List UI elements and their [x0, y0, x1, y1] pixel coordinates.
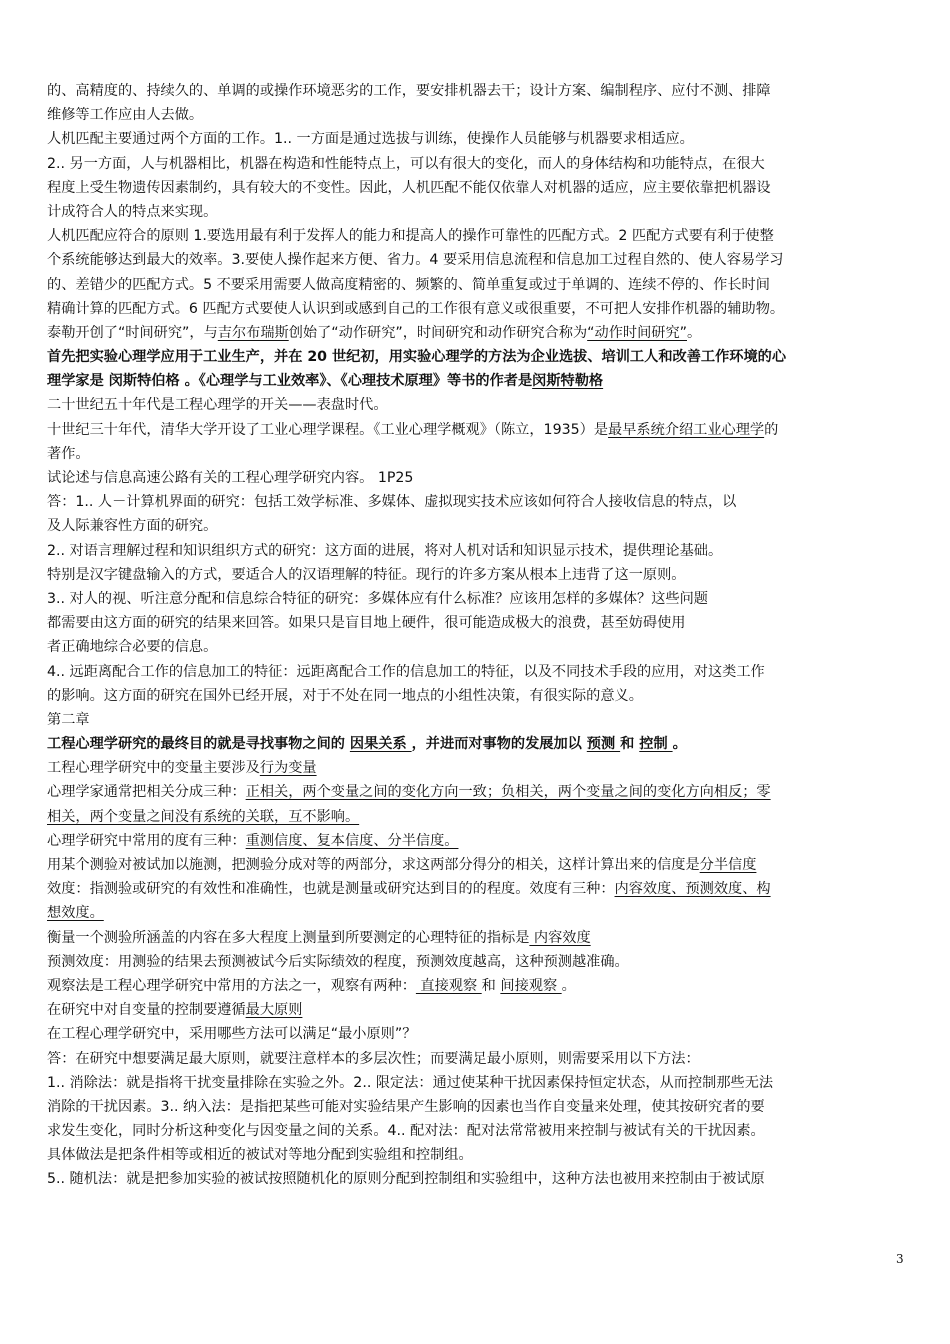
text-line	[47, 539, 909, 563]
underlined-answer: 正相关，两个变量之间的变化方向一致；负相关，两个变量之间的变化方向相反；零	[245, 784, 771, 801]
text-line	[47, 805, 909, 829]
text-line	[47, 393, 909, 417]
text-segment: 预测效度：用测验的结果去预测被试今后实际绩效的程度，预测效度越高，这种预测越准确。	[47, 953, 629, 970]
text-segment: 精确计算的匹配方式。6 匹配方式要使人认识到或感到自己的工作很有意义或很重要，不可把人安排作机器的辅助物。	[47, 300, 785, 317]
text-line	[47, 853, 909, 877]
bold-text: ，并进而对事物的发展加以	[411, 736, 587, 753]
text-segment: 求发生变化，同时分析这种变化与因变量之间的关系。4.. 配对法：配对法常常被用来控制与被试有关的干扰因素。	[47, 1123, 765, 1140]
text-segment: 。	[561, 977, 576, 994]
underlined-answer: 相关，两个变量之间没有系统的关联，互不影响。	[47, 808, 360, 825]
text-segment: 的	[764, 421, 779, 438]
text-line	[47, 780, 909, 804]
text-line	[47, 369, 909, 393]
text-line	[47, 563, 909, 587]
text-line	[47, 514, 909, 538]
bold-text: 首先把实验心理学应用于工业生产，并在 20 世纪初，用实验心理学的方法为企业选拔、培训工人和改善工作环境的心	[47, 349, 787, 366]
text-line	[47, 1071, 909, 1095]
text-line	[47, 321, 909, 345]
text-line	[47, 418, 909, 442]
underlined-answer: 直接观察	[415, 977, 482, 994]
text-line	[47, 1167, 909, 1191]
underlined-answer: 间接观察	[500, 977, 562, 994]
text-line	[47, 684, 909, 708]
text-line	[47, 297, 909, 321]
text-line	[47, 587, 909, 611]
underlined-answer: 因果关系	[349, 736, 412, 753]
text-segment: 观察法是工程心理学研究中常用的方法之一，观察有两种：	[47, 977, 416, 994]
underlined-answer: 内容效度	[529, 929, 591, 946]
text-segment: 心理学家通常把相关分成三种：	[47, 784, 246, 801]
text-line	[47, 926, 909, 950]
document-body	[47, 79, 909, 1192]
text-line	[47, 660, 909, 684]
text-segment: 。	[687, 324, 702, 341]
text-line	[47, 998, 909, 1022]
text-line	[47, 950, 909, 974]
text-segment: 在工程心理学研究中，采用哪些方法可以满足“最小原则”？	[47, 1026, 417, 1043]
text-segment: 二十世纪五十年代是工程心理学的开关——表盘时代。	[47, 397, 388, 414]
text-segment: 试论述与信息高速公路有关的工程心理学研究内容。 1P25	[47, 470, 414, 486]
text-segment: 者正确地综合必要的信息。	[47, 639, 218, 656]
text-line	[47, 1047, 909, 1071]
text-line	[47, 901, 909, 925]
text-line	[47, 490, 909, 514]
text-line	[47, 756, 909, 780]
text-line	[47, 442, 909, 466]
text-segment: 程度上受生物遗传因素制约，具有较大的不变性。因此，人机匹配不能仅依靠人对机器的适应，应主要依靠把机器设	[47, 179, 771, 196]
text-segment: 泰勒开创了“时间研究”，与	[47, 324, 218, 341]
text-segment: 和	[481, 977, 501, 994]
text-segment: 个系统能够达到最大的效率。3.要使人操作起来方便、省力。4 要采用信息流程和信息加工过程自然的、使人容易学习	[47, 252, 784, 269]
text-line	[47, 708, 909, 732]
text-segment: 及人际兼容性方面的研究。	[47, 518, 218, 535]
bold-text: 和	[620, 736, 640, 753]
text-segment: 衡量一个测验所涵盖的内容在多大程度上测量到所要测定的心理特征的指标是	[47, 929, 530, 946]
text-line	[47, 273, 909, 297]
text-segment: 的、高精度的、持续久的、单调的或操作环境恶劣的工作，要安排机器去干；设计方案、编制程序、应付不测、排障	[47, 83, 771, 99]
text-line	[47, 200, 909, 224]
underlined-answer: 想效度。	[47, 905, 104, 922]
underlined-answer: 最早系统介绍工业心理学	[608, 421, 765, 438]
text-segment: 的影响。这方面的研究在国外已经开展，对于不处在同一地点的小组性决策，有很实际的意义。	[47, 687, 643, 704]
text-segment: 3.. 对人的视、听注意分配和信息综合特征的研究：多媒体应有什么标准？应该用怎样的多媒体？这些问题	[47, 590, 708, 607]
text-segment: 在研究中对自变量的控制要遵循	[47, 1002, 246, 1019]
text-segment: 消除的干扰因素。3.. 纳入法：是指把某些可能对实验结果产生影响的因素也当作自变量来处理，使其按研究者的要	[47, 1098, 765, 1115]
text-segment: 人机匹配应符合的原则 1.要选用最有利于发挥人的能力和提高人的操作可靠性的匹配方式。2 匹配方式要有利于使整	[47, 228, 774, 245]
text-segment: 计成符合人的特点来实现。	[47, 203, 218, 220]
text-line	[47, 877, 909, 901]
text-segment: 4.. 远距离配合工作的信息加工的特征：远距离配合工作的信息加工的特征，以及不同技术手段的应用，对这类工作	[47, 663, 765, 680]
underlined-answer: 内容效度、预测效度、构	[614, 881, 771, 898]
text-line	[47, 127, 909, 151]
text-segment: 的、差错少的匹配方式。5 不要采用需要人做高度精密的、频繁的、简单重复或过于单调的、连续不停的、作长时间	[47, 276, 770, 293]
text-line	[47, 224, 909, 248]
text-line	[47, 974, 909, 998]
text-segment: 具体做法是把条件相等或相近的被试对等地分配到实验组和控制组。	[47, 1147, 473, 1164]
text-line	[47, 176, 909, 200]
text-segment: 2.. 另一方面，人与机器相比，机器在构造和性能特点上，可以有很大的变化，而人的身体结构和功能特点，在很大	[47, 155, 765, 172]
underlined-answer: 重测信度、复本信度、分半信度。	[245, 832, 459, 849]
underlined-answer: 最大原则	[245, 1002, 303, 1019]
text-segment: 十世纪三十年代，清华大学开设了工业心理学课程。《工业心理学概观》（陈立，1935）是	[47, 421, 609, 438]
text-line	[47, 248, 909, 272]
text-segment: 工程心理学研究中的变量主要涉及	[47, 760, 260, 777]
text-segment: 创始了“动作研究”，时间研究和动作研究合称为	[288, 324, 588, 341]
text-segment: 维修等工作应由人去做。	[47, 107, 204, 124]
text-line	[47, 829, 909, 853]
text-segment: 答：在研究中想要满足最大原则，就要注意样本的多层次性；而要满足最小原则，则需要采用以下方法：	[47, 1050, 700, 1067]
underlined-answer: 分半信度	[699, 857, 757, 873]
text-line	[47, 1095, 909, 1119]
bold-text: 。	[672, 736, 687, 753]
text-line	[47, 103, 909, 127]
underlined-answer: 控制	[639, 736, 673, 753]
text-line	[47, 1119, 909, 1143]
text-segment: 都需要由这方面的研究的结果来回答。如果只是盲目地上硬件，很可能造成极大的浪费，甚至妨碍使用	[47, 615, 686, 632]
text-segment: 第二章	[47, 711, 90, 728]
bold-text: 工程心理学研究的最终目的就是寻找事物之间的	[47, 736, 350, 753]
text-segment: 心理学研究中常用的度有三种：	[47, 832, 246, 849]
underlined-answer: 吉尔布瑞斯	[217, 324, 289, 341]
text-segment: 效度：指测验或研究的有效性和准确性，也就是测量或研究达到目的的程度。效度有三种：	[47, 881, 615, 898]
underlined-answer: “动作时间研究”	[587, 324, 687, 341]
text-line	[47, 79, 909, 103]
text-segment: 特别是汉字键盘输入的方式，要适合人的汉语理解的特征。现行的许多方案从根本上违背了这一原则。	[47, 566, 686, 583]
text-line	[47, 611, 909, 635]
text-line	[47, 466, 909, 490]
text-segment: 1.. 消除法：就是指将干扰变量排除在实验之外。2.. 限定法：通过使某种干扰因素保持恒定状态，从而控制那些无法	[47, 1074, 774, 1091]
text-line	[47, 1143, 909, 1167]
text-line	[47, 732, 909, 756]
text-segment: 答：1.. 人－计算机界面的研究：包括工效学标准、多媒体、虚拟现实技术应该如何符合人接收信息的特点，以	[47, 494, 737, 511]
page-number: 3	[896, 1252, 904, 1266]
text-line	[47, 1022, 909, 1046]
underlined-answer: 预测	[586, 736, 621, 753]
text-line	[47, 635, 909, 659]
text-segment: 著作。	[47, 445, 90, 462]
bold-text: 理学家是 闵斯特伯格 。《心理学与工业效率》、《心理技术原理》等书的作者是	[47, 373, 533, 390]
text-segment: 5.. 随机法：就是把参加实验的被试按照随机化的原则分配到控制组和实验组中，这种方法也被用来控制由于被试原	[47, 1171, 765, 1188]
text-segment: 人机匹配主要通过两个方面的工作。1.. 一方面是通过选拔与训练，使操作人员能够与机器要求相适应。	[47, 131, 694, 148]
text-line	[47, 152, 909, 176]
underlined-answer: 闵斯特勒格	[532, 373, 604, 390]
underlined-answer: 行为变量	[259, 760, 317, 777]
text-line	[47, 345, 909, 369]
text-segment: 2.. 对语言理解过程和知识组织方式的研究：这方面的进展，将对人机对话和知识显示技术，提供理论基础。	[47, 542, 723, 559]
text-segment: 用某个测验对被试加以施测，把测验分成对等的两部分，求这两部分得分的相关，这样计算出来的信度是	[47, 857, 700, 873]
